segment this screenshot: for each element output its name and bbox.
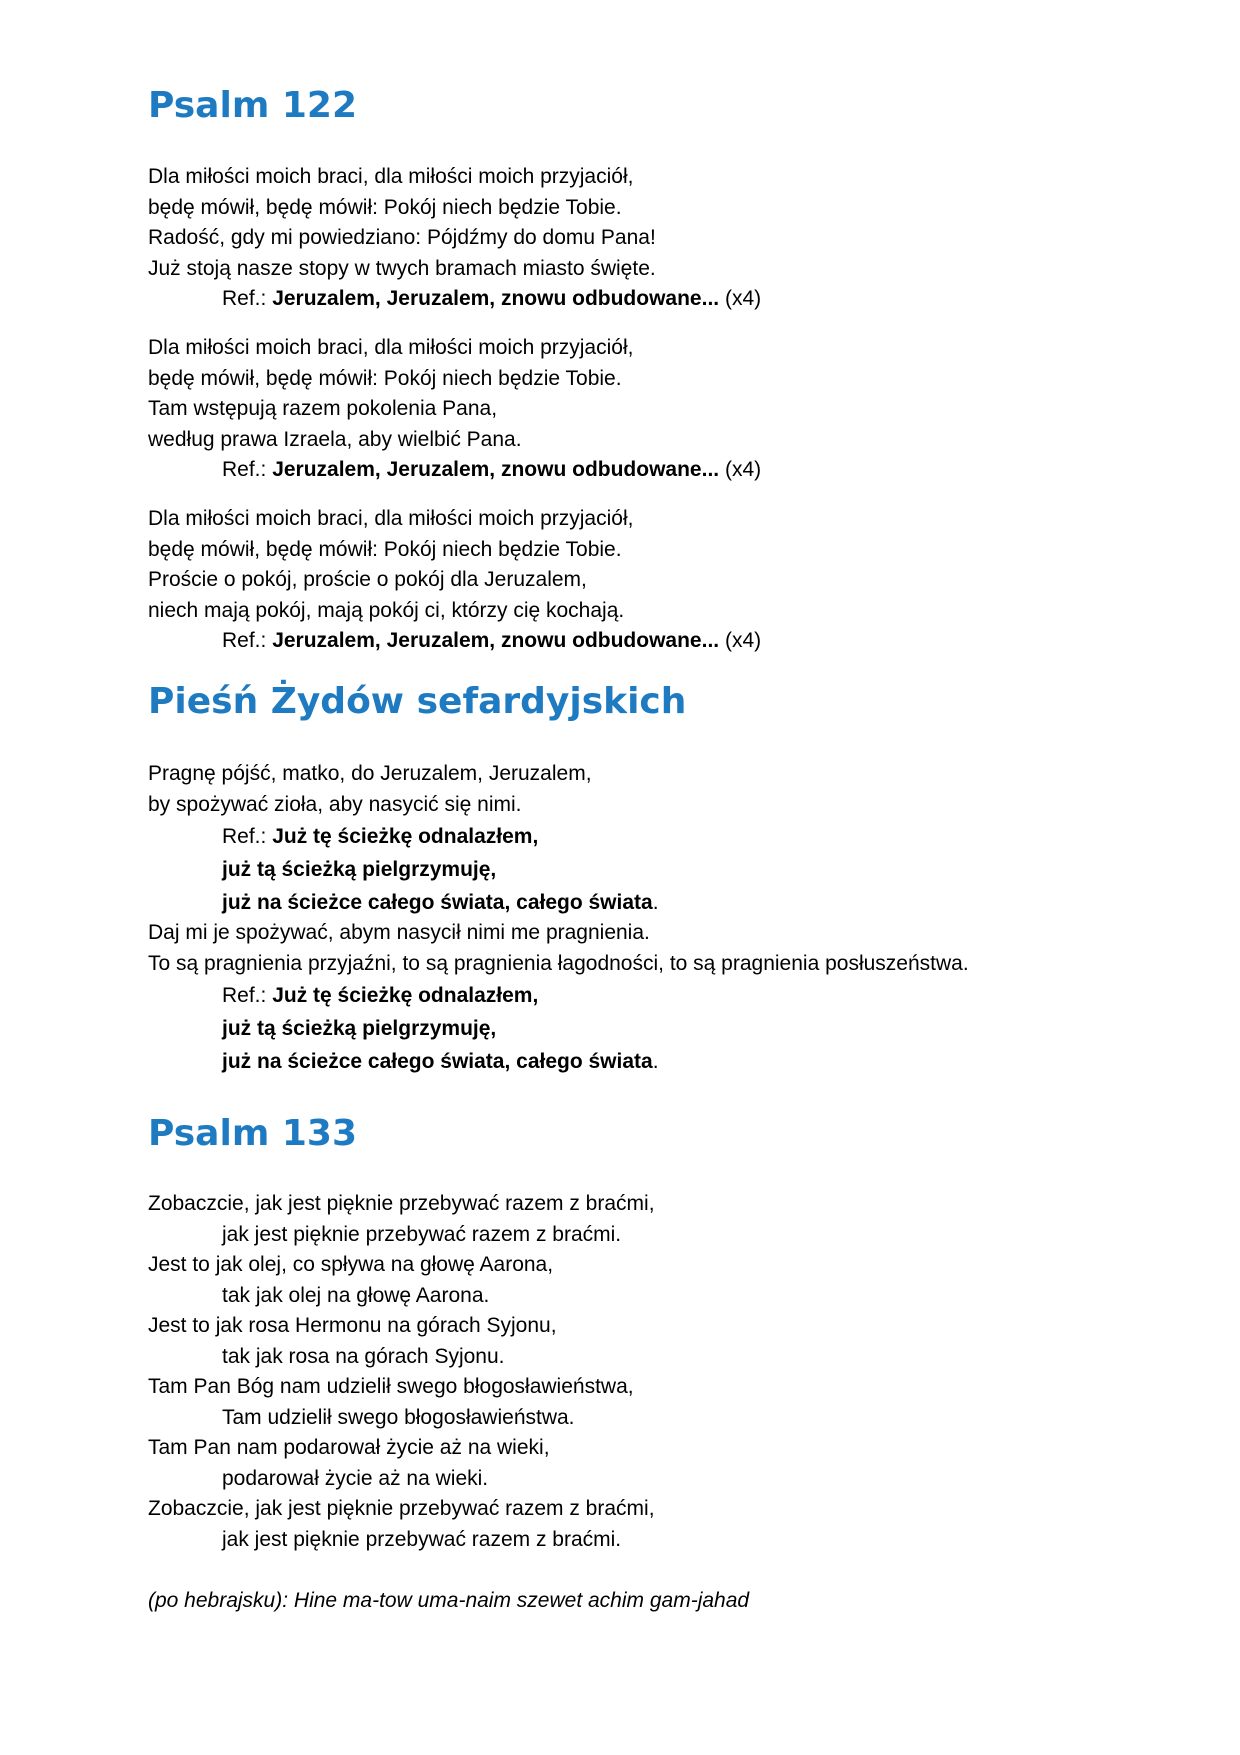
verse-line: To są pragnienia przyjaźni, to są pragnienia łagodności, to są pragnienia posłuszeństwa.	[148, 951, 969, 975]
verse-line: Dla miłości moich braci, dla miłości moich przyjaciół,	[148, 165, 634, 188]
verse-line: Już stoją nasze stopy w twych bramach miasto święte.	[148, 256, 656, 280]
refrain-line: Ref.: Jeruzalem, Jeruzalem, znowu odbudowane... (x4)	[222, 458, 762, 481]
verse-line: Radość, gdy mi powiedziano: Pójdźmy do domu Pana!	[148, 226, 656, 249]
verse-line-indented: tak jak olej na głowę Aarona.	[222, 1283, 490, 1307]
refrain-line: już na ścieżce całego świata, całego świata.	[222, 1050, 659, 1073]
verse-line-indented: Tam udzielił swego błogosławieństwa.	[222, 1405, 575, 1429]
refrain-line: już tą ścieżką pielgrzymuję,	[222, 858, 497, 881]
verse-line: Zobaczcie, jak jest pięknie przebywać razem z braćmi,	[148, 1497, 655, 1520]
stanza	[148, 162, 1208, 315]
verse-line: Zobaczcie, jak jest pięknie przebywać razem z braćmi,	[148, 1192, 655, 1215]
verse-line: Pragnę pójść, matko, do Jeruzalem, Jeruzalem,	[148, 762, 592, 785]
verse-line: niech mają pokój, mają pokój ci, którzy cię kochają.	[148, 598, 625, 622]
verse-line: Proście o pokój, proście o pokój dla Jeruzalem,	[148, 568, 587, 591]
verse-line-indented: jak jest pięknie przebywać razem z braćmi.	[222, 1222, 622, 1246]
stanza	[148, 333, 1208, 486]
verse-line: Jest to jak rosa Hermonu na górach Syjonu,	[148, 1314, 557, 1337]
verse-line: by spożywać zioła, aby nasycić się nimi.	[148, 792, 522, 816]
refrain-line: Ref.: Już tę ścieżkę odnalazłem,	[222, 825, 539, 848]
stanza	[148, 504, 1208, 657]
verse-line-indented: jak jest pięknie przebywać razem z braćmi.	[222, 1527, 622, 1551]
stanza	[148, 918, 1208, 1078]
section-title-piesn: Pieśń Żydów sefardyjskich	[148, 681, 687, 722]
psalm-133-text	[148, 1189, 1208, 1555]
verse-line: Daj mi je spożywać, abym nasycił nimi me pragnienia.	[148, 921, 650, 944]
verse-line: Tam Pan nam podarował życie aż na wieki,	[148, 1436, 550, 1459]
refrain-line: Ref.: Jeruzalem, Jeruzalem, znowu odbudowane... (x4)	[222, 287, 762, 310]
refrain-line: już na ścieżce całego świata, całego świata.	[222, 891, 659, 914]
refrain-line: już tą ścieżką pielgrzymuję,	[222, 1017, 497, 1040]
verse-line: Tam Pan Bóg nam udzielił swego błogosławieństwa,	[148, 1375, 634, 1398]
verse-line: będę mówił, będę mówił: Pokój niech będzie Tobie.	[148, 537, 622, 561]
verse-line: Dla miłości moich braci, dla miłości moich przyjaciół,	[148, 507, 634, 530]
verse-line: Dla miłości moich braci, dla miłości moich przyjaciół,	[148, 336, 634, 359]
hebrew-note: (po hebrajsku): Hine ma-tow uma-naim szewet achim gam-jahad	[148, 1589, 750, 1612]
verse-line: Tam wstępują razem pokolenia Pana,	[148, 397, 498, 420]
verse-line: będę mówił, będę mówił: Pokój niech będzie Tobie.	[148, 195, 622, 219]
verse-line: według prawa Izraela, aby wielbić Pana.	[148, 427, 522, 451]
verse-line: będę mówił, będę mówił: Pokój niech będzie Tobie.	[148, 366, 622, 390]
refrain-line: Ref.: Jeruzalem, Jeruzalem, znowu odbudowane... (x4)	[222, 629, 762, 652]
stanza	[148, 759, 1208, 919]
verse-line: Jest to jak olej, co spływa na głowę Aarona,	[148, 1253, 554, 1276]
refrain-line: Ref.: Już tę ścieżkę odnalazłem,	[222, 984, 539, 1007]
section-title-psalm-133: Psalm 133	[148, 1113, 358, 1154]
verse-line-indented: podarował życie aż na wieki.	[222, 1466, 489, 1490]
verse-line-indented: tak jak rosa na górach Syjonu.	[222, 1344, 505, 1368]
section-title-psalm-122: Psalm 122	[148, 85, 358, 126]
